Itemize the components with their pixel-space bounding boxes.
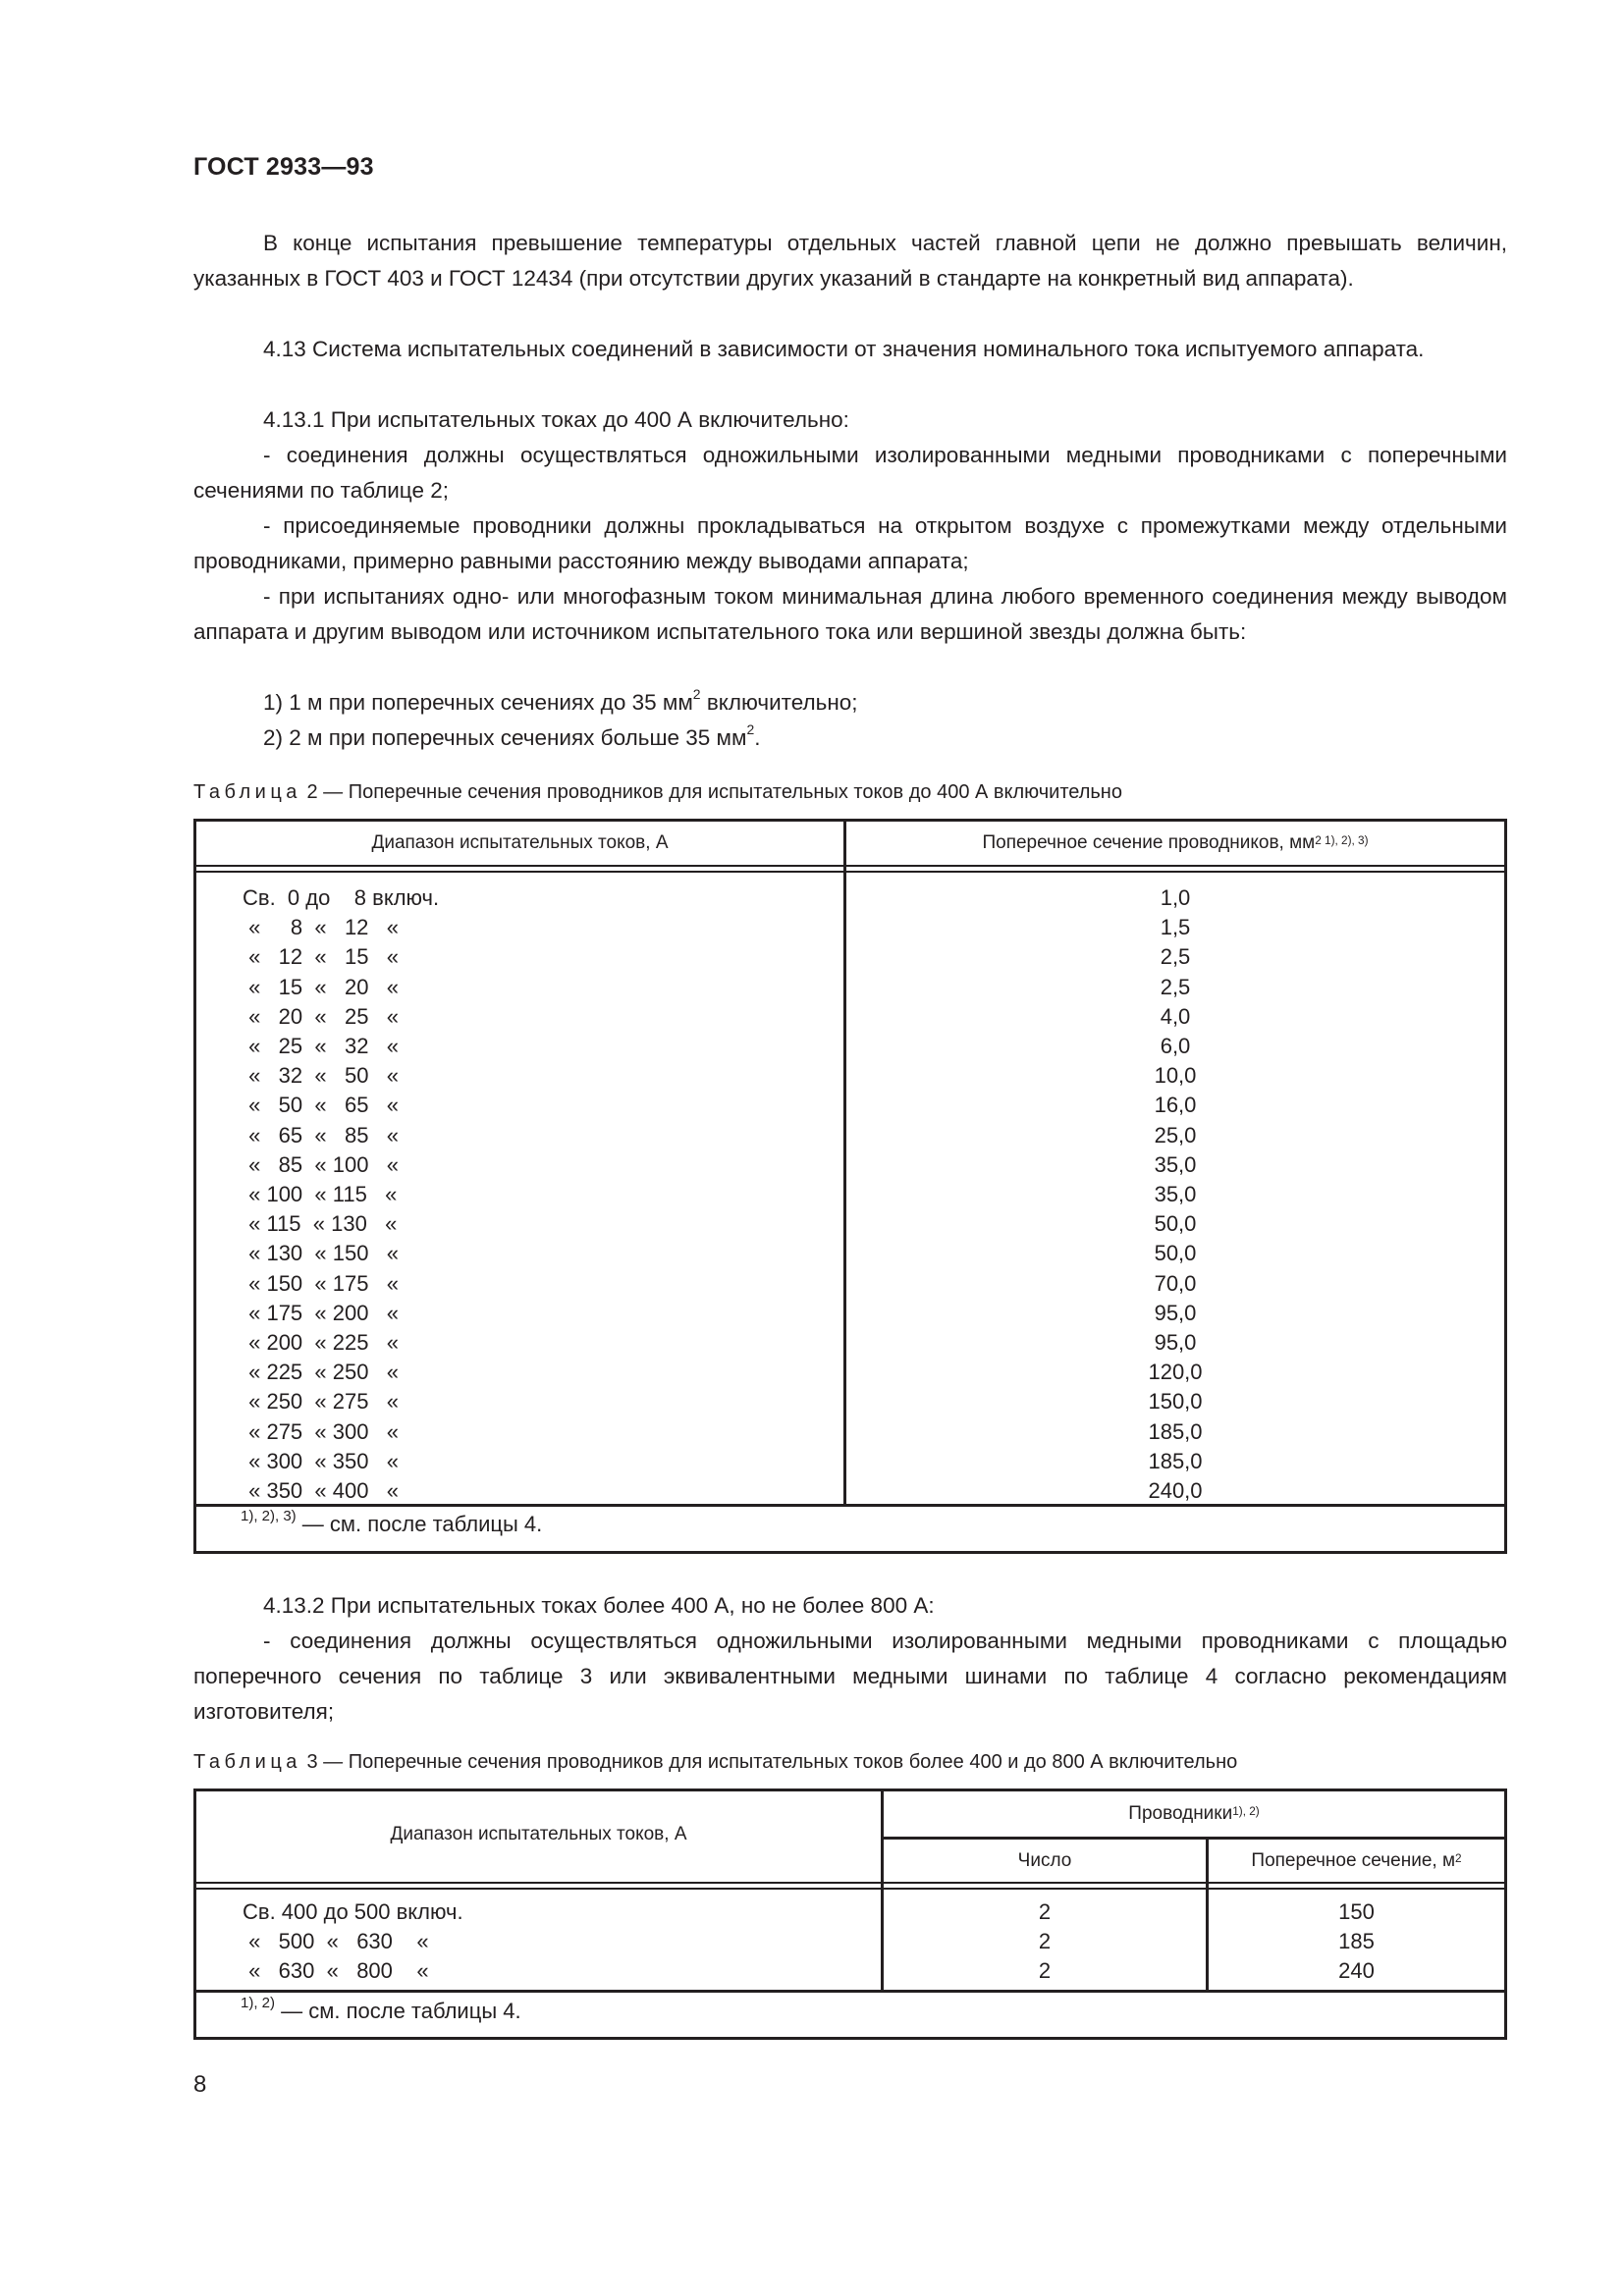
table-cell-range: « 20 « 25 « (243, 1003, 399, 1029)
paragraph-4-13-2: 4.13.2 При испытательных токах более 400 А, но не более 800 А: (263, 1593, 935, 1618)
table-3-range-column (243, 1897, 463, 1987)
table-cell-range: « 350 « 400 « (243, 1478, 400, 1504)
table-cell-range: « 630 « 800 « (243, 1958, 429, 1984)
table-cell-range: « 32 « 50 « (243, 1063, 399, 1089)
table-cell-range: « 300 « 350 « (243, 1448, 400, 1473)
table-cell-section: 150 (1338, 1899, 1375, 1924)
table-cell-section: 185 (1338, 1929, 1375, 1954)
table-3-section-column (1209, 1897, 1504, 1987)
table-cell-range: Св. 0 до 8 включ. (243, 885, 440, 910)
footnote-text: — см. после таблицы 4. (275, 1999, 521, 2023)
paragraph-conductors-or-busbars: - соединения должны осуществляться одножильными изолированными медными проводниками с площадью поперечного сечения по таблице 3 или эквивалентными медными шинами по таблице 4 согласно рекомендациям изготовителя; (193, 1629, 1507, 1724)
paragraph-4-13: 4.13 Система испытательных соединений в зависимости от значения номинального тока испытуемого аппарата. (263, 337, 1425, 361)
table-cell-section: 240,0 (1148, 1478, 1203, 1504)
table-cell-section: 25,0 (1154, 1122, 1197, 1148)
table-cell-range: « 50 « 65 « (243, 1093, 399, 1118)
table-cell-section: 35,0 (1154, 1182, 1197, 1207)
table-3-count-column (884, 1897, 1206, 1987)
table-cell-range: « 25 « 32 « (243, 1034, 399, 1059)
table-cell-section: 16,0 (1154, 1093, 1197, 1118)
table-cell-range: « 250 « 275 « (243, 1389, 400, 1415)
list-item-2-tail: . (754, 725, 761, 750)
table-cell-section: 1,5 (1160, 915, 1191, 940)
list-item-2 (193, 721, 1507, 756)
list-item-1-tail: включительно; (700, 690, 858, 715)
table-cell-section: 2,5 (1160, 974, 1191, 999)
header-text: Проводники (1128, 1803, 1233, 1824)
superscript: 2 (692, 686, 701, 703)
superscript: 2 (746, 721, 755, 738)
table-cell-count: 2 (1038, 1958, 1052, 1984)
table-3-header-conductors: Проводники $^{1), 2)}$ (1128, 1803, 1260, 1824)
caption-text: 3 — Поперечные сечения проводников для испытательных токов более 400 и до 800 А включительно (300, 1751, 1238, 1773)
table-2-range-column (243, 883, 439, 1506)
table-cell-count: 2 (1038, 1899, 1052, 1924)
table-2-footnote (241, 1507, 543, 1537)
table-3-caption (193, 1751, 1237, 1774)
footnote-divider (196, 1990, 1504, 1993)
caption-label: Таблица (193, 1751, 301, 1773)
table-3-header-range: Диапазон испытательных токов, А (390, 1824, 687, 1844)
footnote-refs: 1), 2), 3) (241, 1507, 297, 1524)
header-double-line-top (196, 1882, 1504, 1884)
table-cell-section: 2,5 (1160, 944, 1191, 970)
table-cell-section: 4,0 (1160, 1003, 1191, 1029)
table-cell-range: « 150 « 175 « (243, 1270, 400, 1296)
table-cell-section: 1,0 (1160, 885, 1191, 910)
table-cell-section: 95,0 (1154, 1300, 1197, 1325)
document-id-header: ГОСТ 2933—93 (193, 153, 374, 181)
header-double-line-bottom (196, 871, 1504, 873)
footnote-text: — см. после таблицы 4. (296, 1512, 543, 1536)
table-cell-range: « 15 « 20 « (243, 974, 399, 999)
header-double-line-top (196, 865, 1504, 867)
table-cell-range: « 8 « 12 « (243, 915, 399, 940)
paragraph-single-core-conductors: - соединения должны осуществляться одножильными изолированными медными проводниками с поперечными сечениями по таблице 2; (193, 443, 1507, 503)
table-cell-section: 6,0 (1160, 1034, 1191, 1059)
table-cell-range: « 100 « 115 « (243, 1182, 398, 1207)
table-cell-range: « 200 « 225 « (243, 1330, 400, 1356)
table-cell-count: 2 (1038, 1929, 1052, 1954)
table-cell-range: Св. 400 до 500 включ. (243, 1899, 463, 1924)
table-cell-section: 240 (1338, 1958, 1375, 1984)
table-3-header-count: Число (1017, 1849, 1072, 1871)
paragraph-4-13-1: 4.13.1 При испытательных токах до 400 А включительно: (263, 407, 849, 432)
table-2-header-range: Диапазон испытательных токов, А (371, 832, 669, 853)
table-cell-section: 150,0 (1148, 1389, 1203, 1415)
table-cell-section: 50,0 (1154, 1241, 1197, 1266)
caption-label: Таблица (193, 781, 301, 803)
table-cell-range: « 12 « 15 « (243, 944, 399, 970)
table-3-footnote (241, 1994, 521, 2024)
table-cell-section: 70,0 (1154, 1270, 1197, 1296)
list-item-1-text: 1) 1 м при поперечных сечениях до 35 мм (263, 690, 693, 715)
table-3 (193, 1789, 1507, 2040)
table-cell-section: 50,0 (1154, 1211, 1197, 1237)
table-cell-range: « 275 « 300 « (243, 1418, 400, 1444)
table-cell-range: « 225 « 250 « (243, 1360, 400, 1385)
table-2-caption (193, 781, 1122, 804)
table-2 (193, 819, 1507, 1554)
table-cell-section: 185,0 (1148, 1418, 1203, 1444)
table-cell-range: « 175 « 200 « (243, 1300, 400, 1325)
table-cell-section: 35,0 (1154, 1151, 1197, 1177)
table-cell-section: 120,0 (1148, 1360, 1203, 1385)
table-cell-range: « 85 « 100 « (243, 1151, 400, 1177)
paragraph-temperature-limits: В конце испытания превышение температуры отдельных частей главной цепи не должно превышать величин, указанных в ГОСТ 403 и ГОСТ 12434 (при отсутствии других указаний в стандарте на конкретный вид аппарата). (193, 231, 1507, 291)
list-item-1 (193, 685, 1507, 721)
footnote-refs: 1), 2) (241, 1994, 276, 2011)
header-double-line-bottom (196, 1888, 1504, 1890)
table-cell-section: 185,0 (1148, 1448, 1203, 1473)
page-number: 8 (193, 2071, 207, 2098)
table-2-section-column (846, 883, 1504, 1506)
table-2-header-section: Поперечное сечение проводников, мм $^{2 1), 2), 3)}$ (982, 832, 1369, 853)
caption-text: 2 — Поперечные сечения проводников для испытательных токов до 400 А включительно (300, 781, 1122, 803)
paragraph-open-air-routing: - присоединяемые проводники должны прокладываться на открытом воздухе с промежутками между отдельными проводниками, примерно равными расстоянию между выводами аппарата; (193, 513, 1507, 573)
table-cell-range: « 65 « 85 « (243, 1122, 399, 1148)
table-cell-section: 95,0 (1154, 1330, 1197, 1356)
table-cell-section: 10,0 (1154, 1063, 1197, 1089)
list-item-2-text: 2) 2 м при поперечных сечениях больше 35 мм (263, 725, 747, 750)
header-text: Поперечное сечение проводников, мм (982, 832, 1316, 853)
table-3-header-section: Поперечное сечение, м $^2$ (1251, 1849, 1462, 1871)
table-cell-range: « 130 « 150 « (243, 1241, 400, 1266)
table-cell-range: « 115 « 130 « (243, 1211, 398, 1237)
table-cell-range: « 500 « 630 « (243, 1929, 429, 1954)
header-text: Поперечное сечение, м (1251, 1849, 1456, 1871)
paragraph-minimum-length: - при испытаниях одно- или многофазным током минимальная длина любого временного соединения между выводом аппарата и другим выводом или источником испытательного тока или вершиной звезды должна быть: (193, 584, 1507, 644)
